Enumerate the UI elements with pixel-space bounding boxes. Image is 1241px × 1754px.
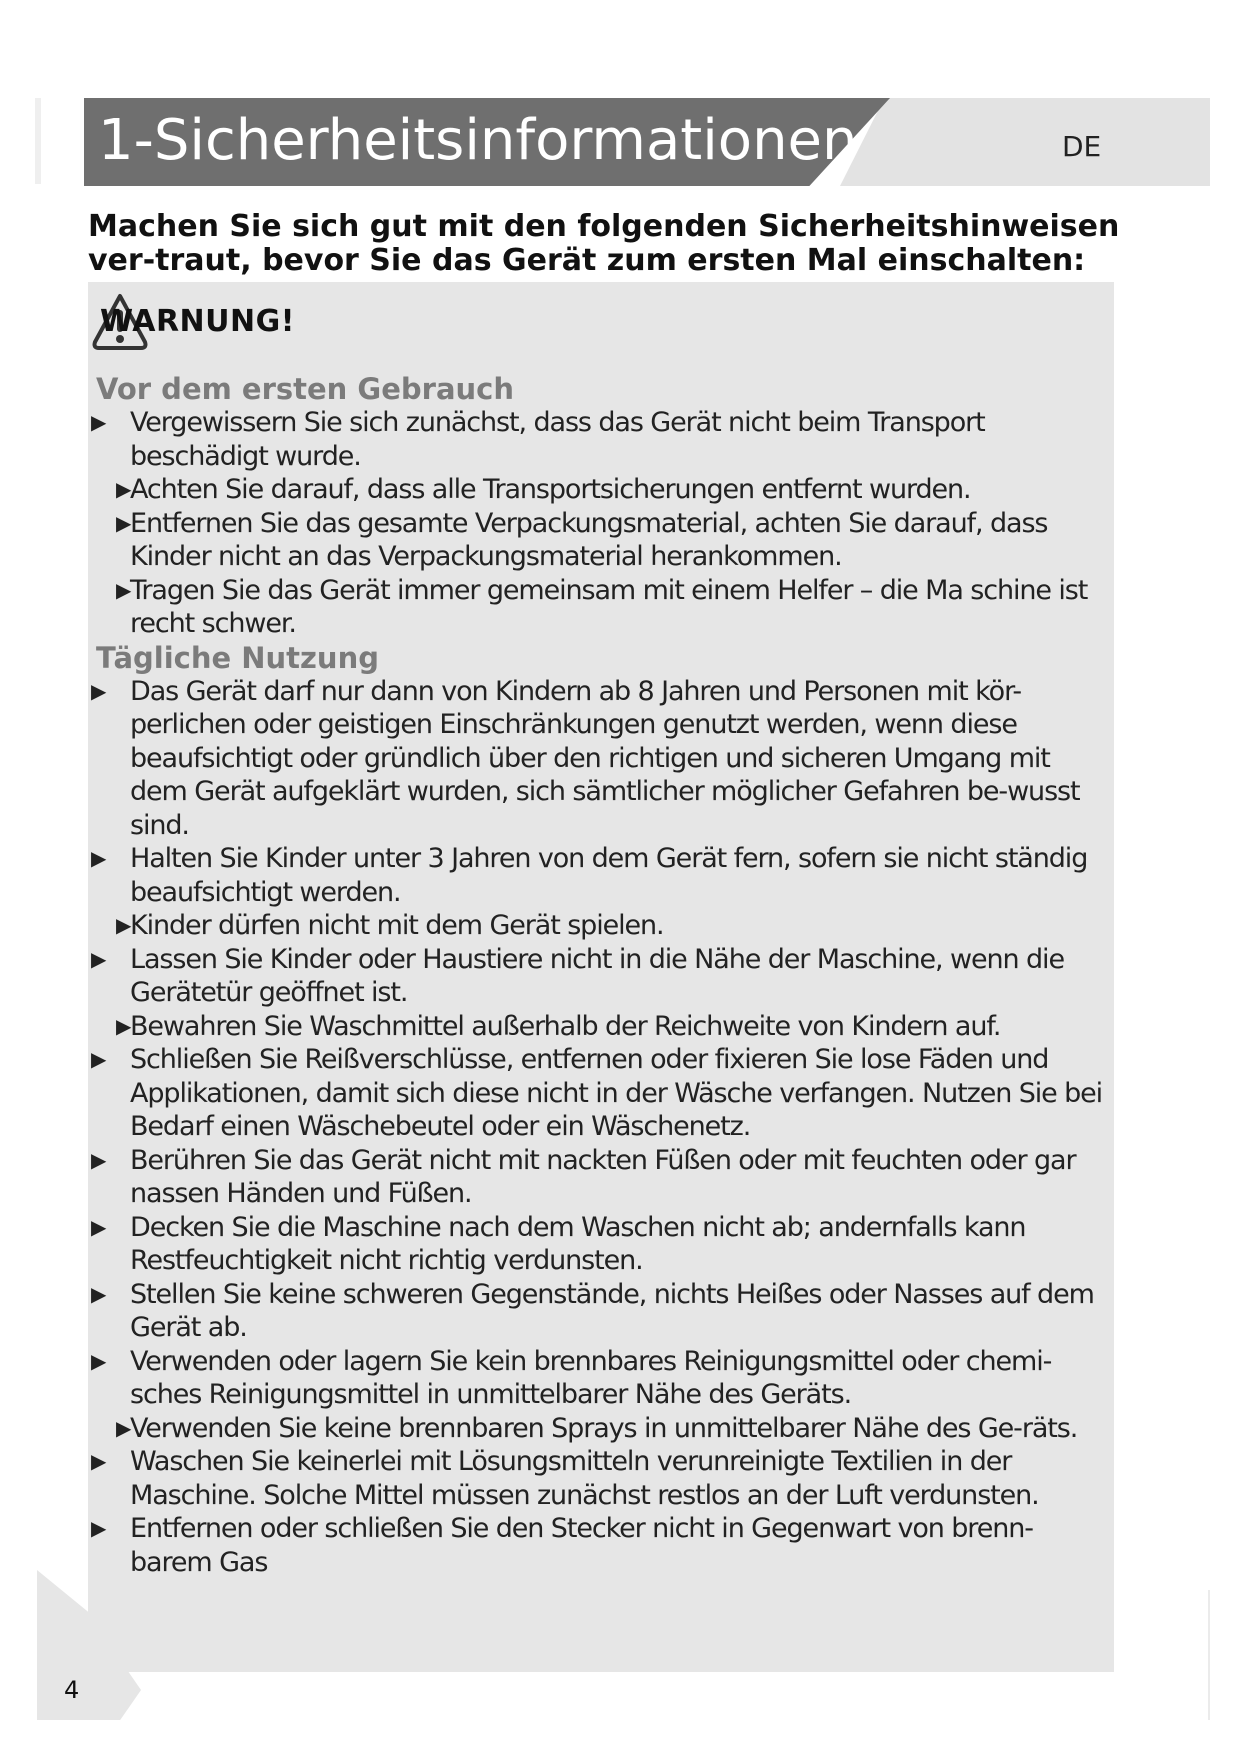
bullet-icon: ▶ bbox=[91, 846, 106, 870]
bullet-icon: ▶ bbox=[91, 1348, 106, 1373]
list-item: ▶ Verwenden Sie keine brennbaren Sprays in unmittelbarer Nähe des Ge-räts. bbox=[116, 1412, 1078, 1444]
bullet-icon: ▶ bbox=[91, 1147, 106, 1172]
list-item: ▶ Tragen Sie das Gerät immer gemeinsam mit einem Helfer – die Ma schine ist recht schwer. bbox=[116, 574, 1088, 639]
list-item: ▶ Decken Sie die Maschine nach dem Waschen nicht ab; andernfalls kann Restfeuchtigkeit nicht richtig verdunsten. bbox=[91, 1211, 1026, 1276]
list-item: ▶ Verwenden oder lagern Sie kein brennbares Reinigungsmittel oder chemi-sches Reinigungsmittel in unmittelbarer Nähe des Geräts. bbox=[91, 1345, 1052, 1410]
list-item: ▶ Entfernen Sie das gesamte Verpackungsmaterial, achten Sie darauf, dass Kinder nicht an das Verpackungsmaterial herankommen. bbox=[116, 507, 1048, 572]
list-item: ▶ Entfernen oder schließen Sie den Stecker nicht in Gegenwart von brenn-barem Gas bbox=[91, 1513, 1033, 1578]
warning-heading bbox=[92, 292, 492, 356]
bullet-icon: ▶ bbox=[116, 913, 131, 937]
page-title: 1-Sicherheitsinformationen bbox=[98, 108, 858, 173]
bullet-icon: ▶ bbox=[91, 678, 106, 703]
list-item: ▶ Kinder dürfen nicht mit dem Gerät spielen. bbox=[116, 910, 664, 941]
list-item: ▶ Berühren Sie das Gerät nicht mit nackten Füßen oder mit feuchten oder gar nassen Händen und Füßen. bbox=[91, 1144, 1076, 1209]
header-accent-band bbox=[840, 98, 1210, 186]
list-item: ▶ Vergewissern Sie sich zunächst, dass das Gerät nicht beim Transport beschädigt wurde. bbox=[91, 407, 985, 472]
list-item: ▶ Schließen Sie Reißverschlüsse, entfernen oder fixieren Sie lose Fäden und Applikationen, damit sich diese nicht in der Wäsche verfangen. Nutzen Sie bei Bedarf einen Wäschebeutel oder ein Wäschenetz. bbox=[91, 1044, 1103, 1142]
bullet-icon: ▶ bbox=[91, 1214, 106, 1239]
bullet-icon: ▶ bbox=[116, 577, 131, 602]
bullet-icon: ▶ bbox=[116, 477, 131, 501]
bullet-icon: ▶ bbox=[91, 1047, 106, 1071]
intro-text: Machen Sie sich gut mit den folgenden Sicherheitshinweisen ver-traut, bevor Sie das Gerät zum ersten Mal einschalten: bbox=[88, 209, 1120, 278]
list-item: ▶ Achten Sie darauf, dass alle Transportsicherungen entfernt wurden. bbox=[116, 474, 971, 505]
header-side-band bbox=[35, 98, 41, 184]
section-heading-daily-use: Tägliche Nutzung bbox=[96, 640, 379, 675]
bullet-icon: ▶ bbox=[116, 1013, 131, 1038]
list-item: ▶ Halten Sie Kinder unter 3 Jahren von dem Gerät fern, sofern sie nicht ständig beaufsichtigt werden. bbox=[91, 843, 1088, 908]
bullet-icon: ▶ bbox=[91, 1449, 106, 1473]
footer-tab bbox=[37, 1660, 141, 1720]
bullet-icon: ▶ bbox=[91, 946, 106, 971]
list-item: ▶ Waschen Sie keinerlei mit Lösungsmitteln verunreinigte Textilien in der Maschine. Solche Mittel müssen zunächst restlos an der Luft verdunsten. bbox=[91, 1446, 1039, 1511]
language-code: DE bbox=[1062, 130, 1102, 163]
list-item: ▶ Das Gerät darf nur dann von Kindern ab 8 Jahren und Personen mit kör-perlichen oder geistigen Einschränkungen genutzt werden, wenn diese beaufsichtigt oder gründlich über den richtigen und sicheren Umgang mit dem Gerät aufgeklärt wurden, sich sämtlicher möglicher Gefahren be-wusst sind. bbox=[91, 675, 1080, 841]
footer-right-rule bbox=[1208, 1590, 1210, 1720]
bullet-icon: ▶ bbox=[116, 1415, 131, 1440]
page-number: 4 bbox=[64, 1676, 80, 1704]
bullet-icon: ▶ bbox=[116, 510, 131, 535]
bullet-icon: ▶ bbox=[91, 1281, 106, 1306]
list-item: ▶ Bewahren Sie Waschmittel außerhalb der Reichweite von Kindern auf. bbox=[116, 1010, 1001, 1042]
list-item: ▶ Stellen Sie keine schweren Gegenstände, nichts Heißes oder Nasses auf dem Gerät ab. bbox=[91, 1278, 1094, 1343]
warning-label: WARNUNG! bbox=[100, 304, 295, 339]
bullet-icon: ▶ bbox=[91, 410, 106, 434]
safety-content bbox=[88, 372, 1108, 1579]
section-heading-first-use: Vor dem ersten Gebrauch bbox=[96, 372, 515, 406]
bullet-icon: ▶ bbox=[91, 1516, 106, 1540]
list-item: ▶ Lassen Sie Kinder oder Haustiere nicht in die Nähe der Maschine, wenn die Gerätetür geöffnet ist. bbox=[91, 943, 1064, 1008]
